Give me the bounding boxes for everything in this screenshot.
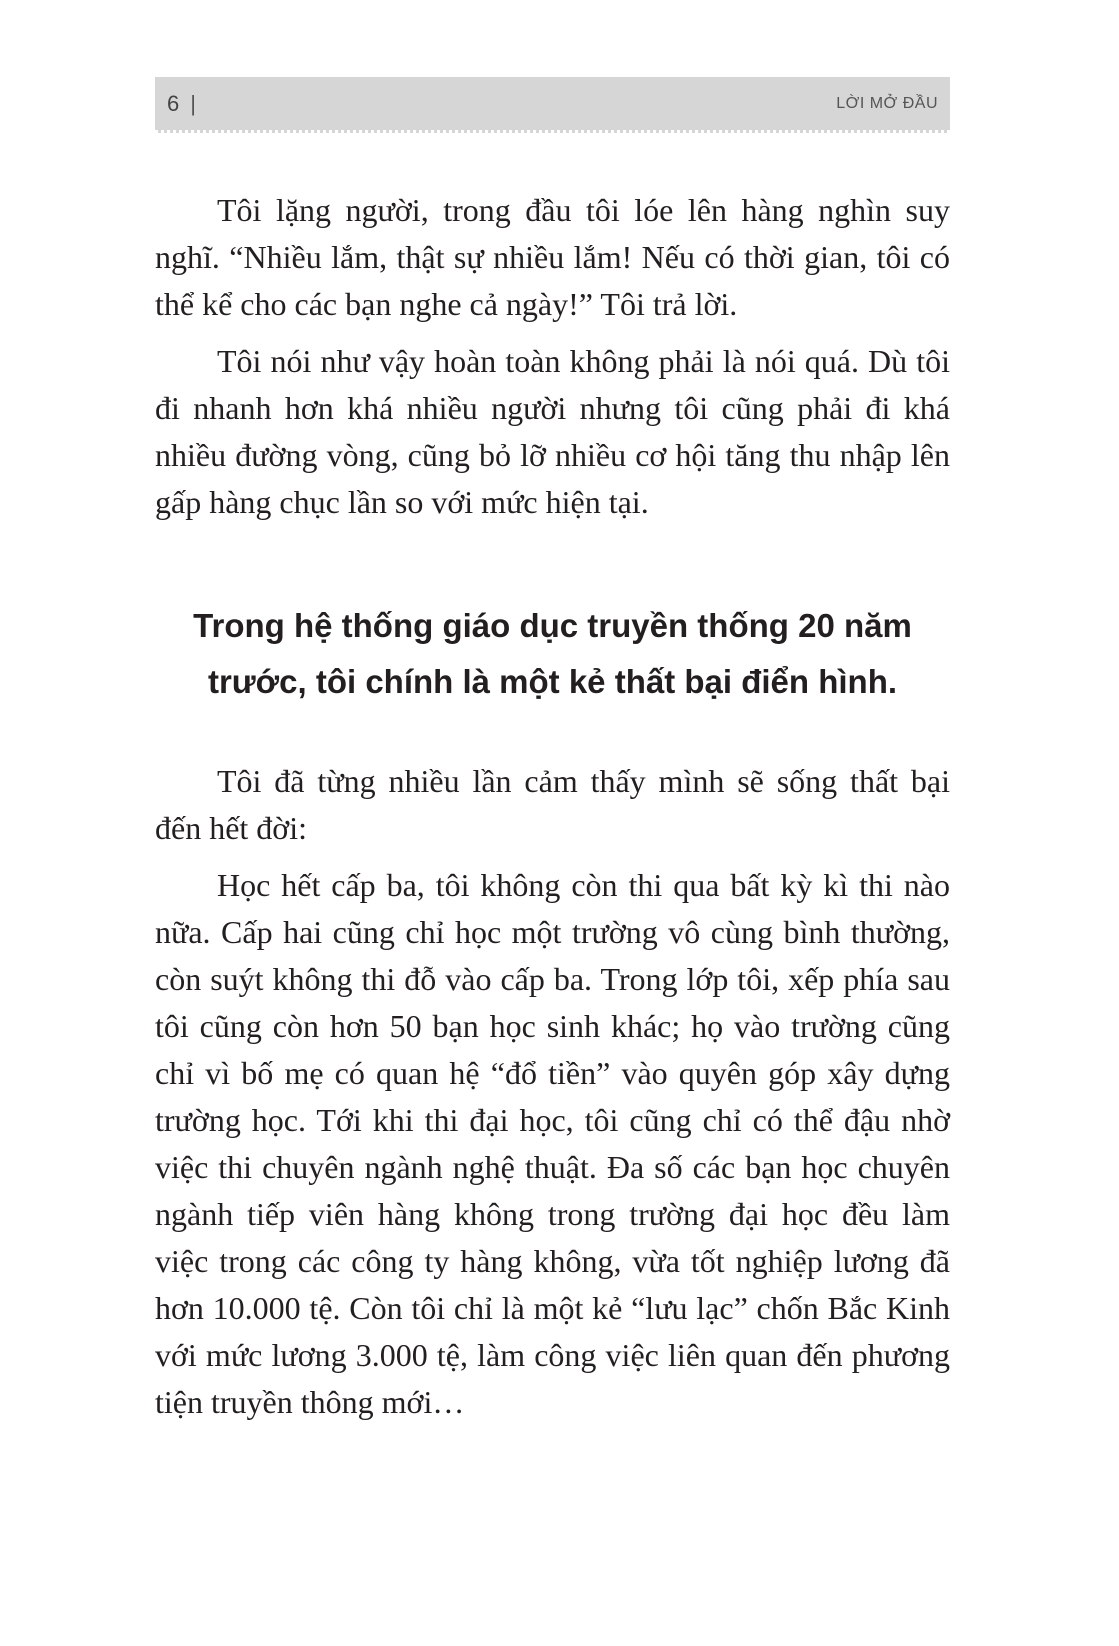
paragraph: Tôi lặng người, trong đầu tôi lóe lên hàng nghìn suy nghĩ. “Nhiều lắm, thật sự nhiều lắm! Nếu có thời gian, tôi có thể kể cho các bạn nghe cả ngày!” Tôi trả lời. [155, 192, 950, 322]
section-title: LỜI MỞ ĐẦU [836, 95, 938, 112]
paragraph: Tôi nói như vậy hoàn toàn không phải là nói quá. Dù tôi đi nhanh hơn khá nhiều người nhưng tôi cũng phải đi khá nhiều đường vòng, cũng bỏ lỡ nhiều cơ hội tăng thu nhập lên gấp hàng chục lần so với mức hiện tại. [155, 343, 950, 520]
section-heading: Trong hệ thống giáo dục truyền thống 20 năm trước, tôi chính là một kẻ thất bại điển hình. [193, 607, 912, 700]
paragraph: Tôi đã từng nhiều lần cảm thấy mình sẽ sống thất bại đến hết đời: [155, 763, 950, 846]
running-header [155, 77, 950, 133]
header-separator: | [190, 91, 197, 116]
page-number: 6 | [167, 91, 197, 116]
paragraph: Học hết cấp ba, tôi không còn thi qua bất kỳ kì thi nào nữa. Cấp hai cũng chỉ học một trường vô cùng bình thường, còn suýt không thi đỗ vào cấp ba. Trong lớp tôi, xếp phía sau tôi cũng còn hơn 50 bạn học sinh khác; họ vào trường cũng chỉ vì bố mẹ có quan hệ “đổ tiền” vào quyên góp xây dựng trường học. Tới khi thi đại học, tôi cũng chỉ có thể đậu nhờ việc thi chuyên ngành nghệ thuật. Đa số các bạn học chuyên ngành tiếp viên hàng không trong trường đại học đều làm việc trong các công ty hàng không, vừa tốt nghiệp lương đã hơn 10.000 tệ. Còn tôi chỉ là một kẻ “lưu lạc” chốn Bắc Kinh với mức lương 3.000 tệ, làm công việc liên quan đến phương tiện truyền thông mới… [155, 867, 950, 1420]
page-content [155, 187, 950, 1436]
